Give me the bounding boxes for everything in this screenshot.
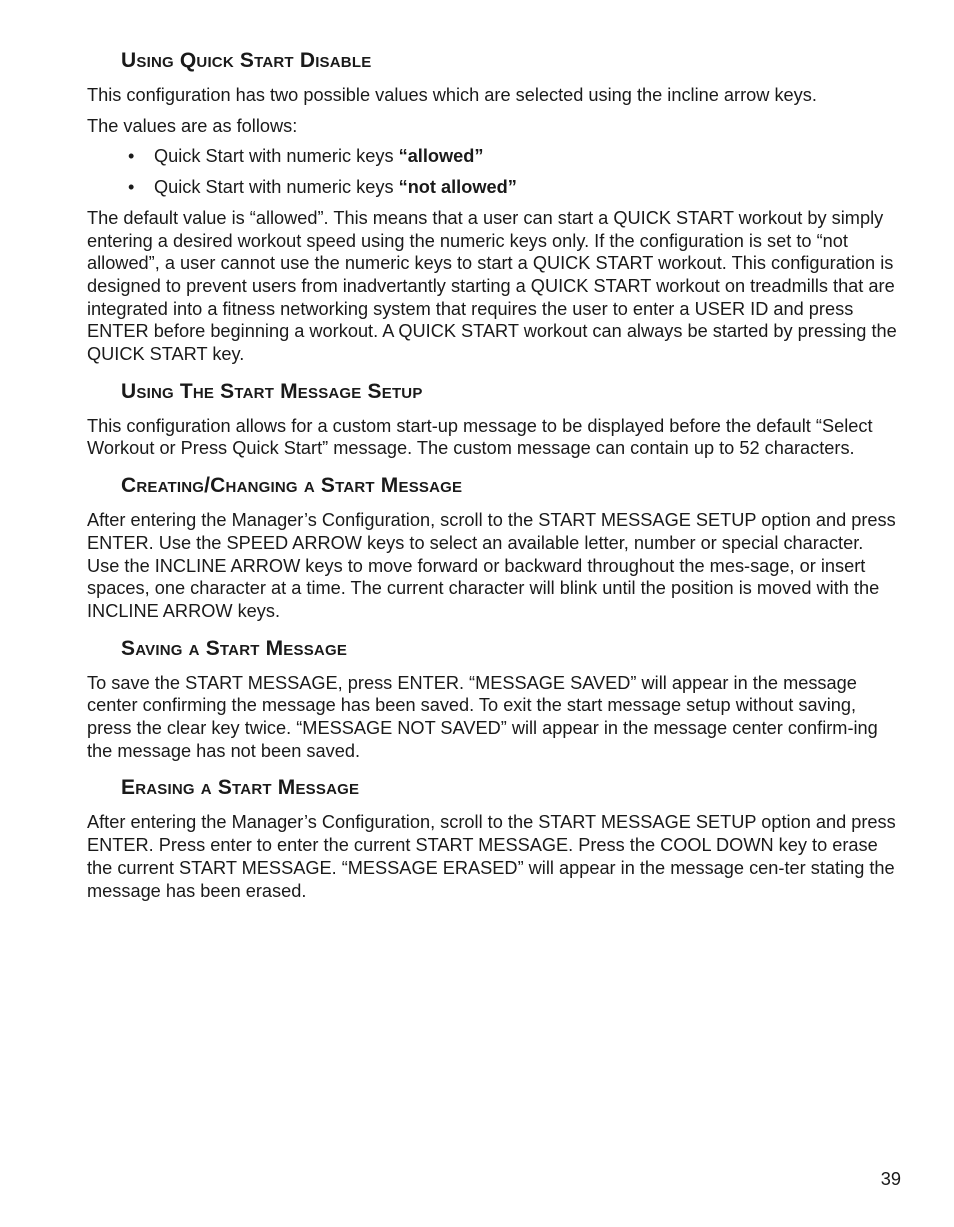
page-content bbox=[87, 48, 899, 915]
page-number: 39 bbox=[880, 1169, 901, 1189]
list-item bbox=[87, 145, 899, 168]
section-body: After entering the Manager’s Configuration, scroll to the START MESSAGE SETUP option and press ENTER. Use the SPEED ARROW keys to select an available letter, number or special character. Use the INCLINE ARROW keys to move forward or backward throughout the mes-sage, or insert spaces, one character at a time. The current character will blink until the position is moved with the INCLINE ARROW keys. bbox=[87, 510, 896, 621]
section-heading-creating-changing: Creating/Changing a Start Message bbox=[121, 474, 463, 498]
list-item-text: Quick Start with numeric keys bbox=[154, 177, 399, 198]
list-item-text: Quick Start with numeric keys bbox=[154, 146, 399, 167]
list-item-emphasis: “not allowed” bbox=[398, 177, 517, 198]
section-heading-erasing: Erasing a Start Message bbox=[121, 776, 360, 800]
bullet-icon: • bbox=[128, 177, 135, 198]
section-body: After entering the Manager’s Configuration, scroll to the START MESSAGE SETUP option and press ENTER. Press enter to enter the current START MESSAGE. Press the COOL DOWN key to erase the current START MESSAGE. “MESSAGE ERASED” will appear in the message cen-ter stating the message has been erased. bbox=[87, 812, 896, 901]
section-body: This configuration allows for a custom start-up message to be displayed before the default “Select Workout or Press Quick Start” message. The custom message can contain up to 52 characters. bbox=[87, 415, 873, 459]
section-heading-saving: Saving a Start Message bbox=[121, 636, 348, 660]
section-intro: This configuration has two possible values which are selected using the incline arrow keys. bbox=[87, 85, 817, 105]
values-intro: The values are as follows: bbox=[87, 115, 298, 136]
list-item bbox=[87, 176, 899, 199]
section-heading-start-message-setup: Using The Start Message Setup bbox=[121, 379, 423, 403]
section-body: To save the START MESSAGE, press ENTER. “MESSAGE SAVED” will appear in the message center confirming the message has been saved. To exit the start message setup without saving, press the clear key twice. “MESSAGE NOT SAVED” will appear in the message center confirm-ing the message has not been saved. bbox=[87, 672, 878, 761]
list-item-emphasis: “allowed” bbox=[398, 146, 484, 167]
bullet-icon: • bbox=[128, 146, 135, 167]
section-body: The default value is “allowed”. This means that a user can start a QUICK START workout by simply entering a desired workout speed using the numeric keys only. If the configuration is set to “not allowed”, a user cannot use the numeric keys to start a QUICK START workout. This configuration is designed to prevent users from inadvertantly starting a QUICK START workout on treadmills that are integrated into a fitness networking system that requires the user to enter a USER ID and press ENTER before beginning a workout. A QUICK START workout can always be started by pressing the QUICK START key. bbox=[87, 207, 897, 365]
values-list bbox=[87, 145, 899, 198]
section-heading-quick-start-disable: Using Quick Start Disable bbox=[121, 49, 372, 72]
